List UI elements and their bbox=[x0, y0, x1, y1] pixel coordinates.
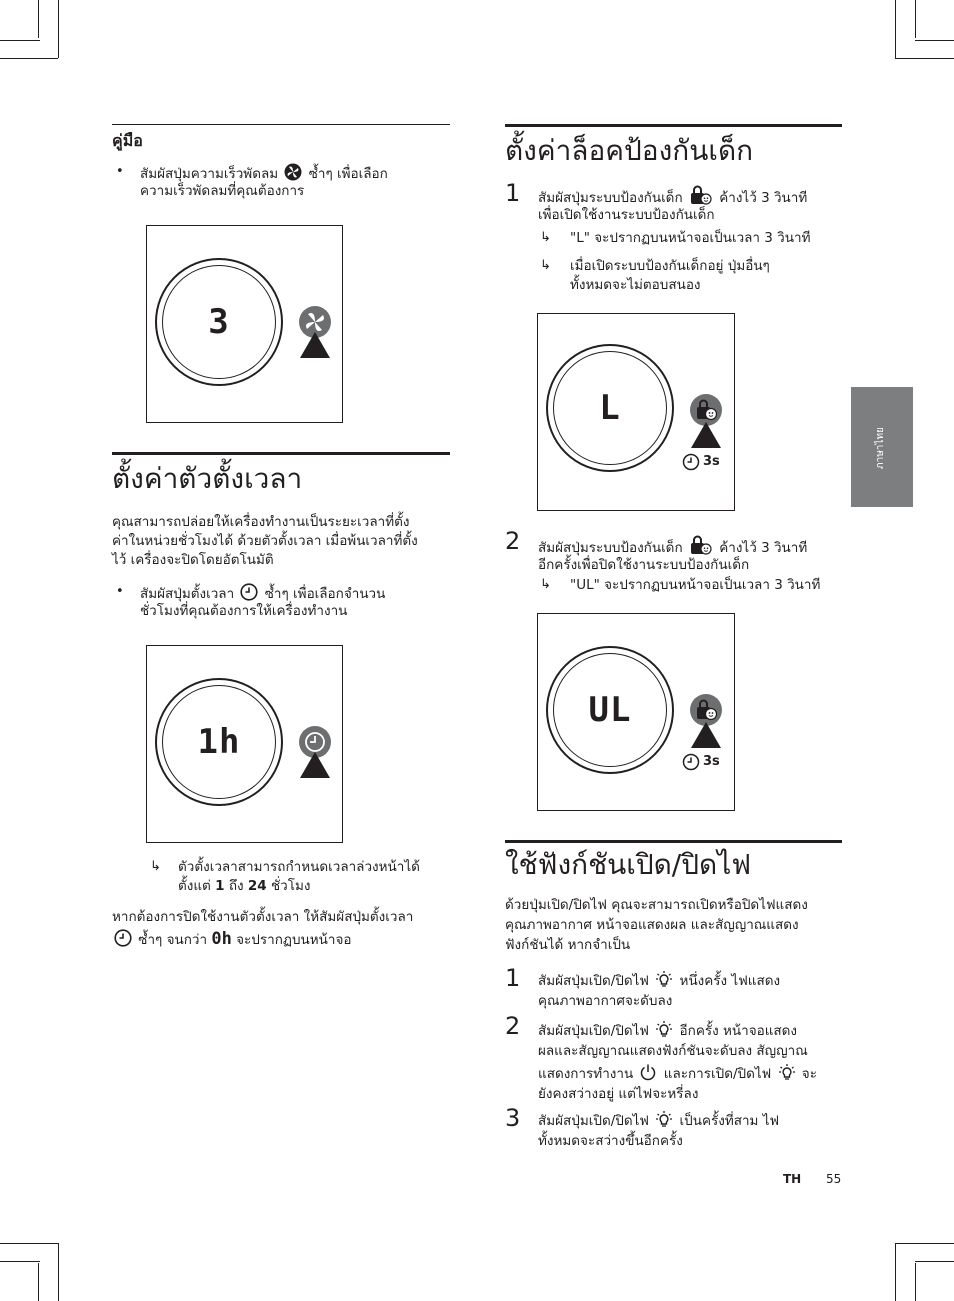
crop-mark bbox=[915, 0, 916, 38]
crop-mark bbox=[895, 58, 954, 59]
light-intro-3: ฟังก์ชันได้ หากจำเป็น bbox=[505, 937, 631, 953]
display-readout: 3 bbox=[208, 302, 230, 342]
bullet-dot: • bbox=[116, 584, 124, 599]
light-bulb-icon bbox=[778, 1063, 796, 1081]
light-step2-line1: สัมผัสปุ่มเปิด/ปิดไฟ อีกครั้ง หน้าจอแสดง bbox=[538, 1020, 797, 1040]
lock-step2-result1: "UL" จะปรากฏบนหน้าจอเป็นเวลา 3 วินาที bbox=[570, 577, 821, 593]
crop-mark bbox=[0, 58, 58, 59]
lock-step2-line1: สัมผัสปุ่มระบบป้องกันเด็ก ค้างไว้ 3 วินาที bbox=[538, 535, 807, 557]
light-step2-line3: แสดงการทำงาน และการเปิด/ปิดไฟ จะ bbox=[538, 1063, 817, 1083]
result-arrow: ↳ bbox=[540, 230, 551, 245]
clock-icon bbox=[682, 453, 700, 471]
light-step2-line2: ผลและสัญญาณแสดงฟังก์ชันจะดับลง สัญญาณ bbox=[538, 1043, 808, 1059]
result-arrow: ↳ bbox=[540, 577, 551, 592]
section-rule bbox=[112, 124, 450, 125]
crop-mark bbox=[915, 40, 954, 41]
lock-step1-result2b: ทั้งหมดจะไม่ตอบสนอง bbox=[570, 277, 701, 293]
step-number: 2 bbox=[505, 1012, 521, 1040]
display-dial bbox=[155, 678, 283, 806]
display-panel-timer bbox=[146, 645, 343, 843]
light-bulb-icon bbox=[655, 970, 673, 988]
page-number: 55 bbox=[826, 1172, 842, 1186]
light-step2-line4: ยังคงสว่างอยู่ แต่ไฟจะหรี่ลง bbox=[538, 1086, 699, 1102]
display-dial bbox=[546, 344, 674, 472]
power-icon bbox=[639, 1063, 657, 1081]
timer-cancel-1: หากต้องการปิดใช้งานตัวตั้งเวลา ให้สัมผัสปุ่มตั้งเวลา bbox=[112, 909, 414, 925]
press-indicator-arrow bbox=[300, 332, 330, 358]
timer-off-code: 0h bbox=[211, 929, 232, 949]
display-readout: UL bbox=[588, 690, 632, 730]
lock-step1-line2: เพื่อเปิดใช้งานระบบป้องกันเด็ก bbox=[538, 207, 715, 223]
timer-bullet-line1: สัมผัสปุ่มตั้งเวลา ซ้ำๆ เพื่อเลือกจำนวน bbox=[140, 583, 385, 603]
crop-mark bbox=[38, 1263, 39, 1301]
light-step1-line2: คุณภาพอากาศจะดับลง bbox=[538, 993, 673, 1009]
section-rule bbox=[505, 124, 842, 127]
light-bulb-icon bbox=[655, 1110, 673, 1128]
press-indicator-arrow bbox=[691, 422, 721, 448]
crop-mark bbox=[895, 1243, 896, 1301]
bullet-dot: • bbox=[116, 164, 124, 179]
step-number: 3 bbox=[505, 1104, 521, 1132]
child-lock-heading: ตั้งค่าล็อคป้องกันเด็ก bbox=[505, 134, 754, 167]
crop-mark bbox=[915, 1261, 954, 1262]
step-number: 2 bbox=[505, 527, 521, 555]
clock-icon bbox=[240, 583, 258, 601]
child-lock-icon bbox=[689, 185, 713, 205]
section-rule bbox=[112, 452, 450, 455]
light-bulb-icon bbox=[655, 1020, 673, 1038]
timer-intro-1: คุณสามารถปล่อยให้เครื่องทำงานเป็นระยะเวลาที่ตั้ง bbox=[112, 514, 410, 530]
step-number: 1 bbox=[505, 964, 521, 992]
display-panel-fan bbox=[146, 225, 343, 423]
light-intro-2: คุณภาพอากาศ หน้าจอแสดงผล และสัญญาณแสดง bbox=[505, 917, 799, 933]
timer-result-1: ตัวตั้งเวลาสามารถกำหนดเวลาล่วงหน้าได้ bbox=[178, 859, 420, 875]
timer-heading: ตั้งค่าตัวตั้งเวลา bbox=[112, 462, 303, 495]
display-panel-lock bbox=[537, 313, 735, 511]
lock-step1-line1: สัมผัสปุ่มระบบป้องกันเด็ก ค้างไว้ 3 วินาที bbox=[538, 185, 807, 207]
timer-intro-2: ค่าในหน่วยชั่วโมงได้ ด้วยตัวตั้งเวลา เมื่อพ้นเวลาที่ตั้ง bbox=[112, 533, 418, 549]
child-lock-icon bbox=[689, 535, 713, 555]
light-step3-line1: สัมผัสปุ่มเปิด/ปิดไฟ เป็นครั้งที่สาม ไฟ bbox=[538, 1110, 779, 1130]
press-indicator-arrow bbox=[691, 722, 721, 748]
result-arrow: ↳ bbox=[540, 258, 551, 273]
manual-bullet-line1: สัมผัสปุ่มความเร็วพัดลม ซ้ำๆ เพื่อเลือก bbox=[140, 163, 450, 183]
timer-result-2: ตั้งแต่ 1 ถึง 24 ชั่วโมง bbox=[178, 878, 311, 894]
lock-step1-result1: "L" จะปรากฏบนหน้าจอเป็นเวลา 3 วินาที bbox=[570, 230, 811, 246]
step-number: 1 bbox=[505, 179, 521, 207]
display-readout: L bbox=[599, 388, 621, 428]
light-intro-1: ด้วยปุ่มเปิด/ปิดไฟ คุณจะสามารถเปิดหรือปิดไฟแสดง bbox=[505, 897, 808, 913]
crop-mark bbox=[58, 1243, 59, 1301]
language-tab-label: ภาษาไทย bbox=[875, 427, 886, 469]
display-dial bbox=[546, 646, 674, 774]
manual-bullet-line2: ความเร็วพัดลมที่คุณต้องการ bbox=[140, 183, 305, 199]
crop-mark bbox=[0, 40, 40, 41]
footer-language: TH bbox=[783, 1172, 802, 1186]
clock-icon bbox=[682, 753, 700, 771]
hold-duration: 3s bbox=[703, 754, 720, 769]
crop-mark bbox=[895, 0, 896, 58]
press-indicator-arrow bbox=[300, 752, 330, 778]
clock-icon bbox=[114, 929, 132, 947]
crop-mark bbox=[0, 1243, 58, 1244]
lock-step1-result2a: เมื่อเปิดระบบป้องกันเด็กอยู่ ปุ่มอื่นๆ bbox=[570, 258, 770, 274]
light-step3-line2: ทั้งหมดจะสว่างขึ้นอีกครั้ง bbox=[538, 1133, 683, 1149]
timer-cancel-2: ซ้ำๆ จนกว่า 0h จะปรากฏบนหน้าจอ bbox=[112, 929, 351, 949]
timer-intro-3: ไว้ เครื่องจะปิดโดยอัตโนมัติ bbox=[112, 552, 274, 568]
crop-mark bbox=[0, 1261, 40, 1262]
crop-mark bbox=[38, 0, 39, 38]
display-panel-unlock bbox=[537, 613, 735, 811]
manual-heading: คู่มือ bbox=[112, 131, 143, 150]
light-step1-line1: สัมผัสปุ่มเปิด/ปิดไฟ หนึ่งครั้ง ไฟแสดง bbox=[538, 970, 780, 990]
display-readout: 1h bbox=[197, 722, 241, 762]
hold-duration: 3s bbox=[703, 454, 720, 469]
light-heading: ใช้ฟังก์ชันเปิด/ปิดไฟ bbox=[505, 848, 752, 881]
result-arrow: ↳ bbox=[150, 859, 161, 874]
lock-step2-line2: อีกครั้งเพื่อปิดใช้งานระบบป้องกันเด็ก bbox=[538, 557, 750, 573]
section-rule bbox=[505, 840, 842, 843]
fan-icon bbox=[284, 163, 302, 181]
timer-bullet-line2: ชั่วโมงที่คุณต้องการให้เครื่องทำงาน bbox=[140, 603, 348, 619]
crop-mark bbox=[58, 0, 59, 58]
crop-mark bbox=[895, 1243, 954, 1244]
display-dial bbox=[155, 258, 283, 386]
crop-mark bbox=[915, 1263, 916, 1301]
